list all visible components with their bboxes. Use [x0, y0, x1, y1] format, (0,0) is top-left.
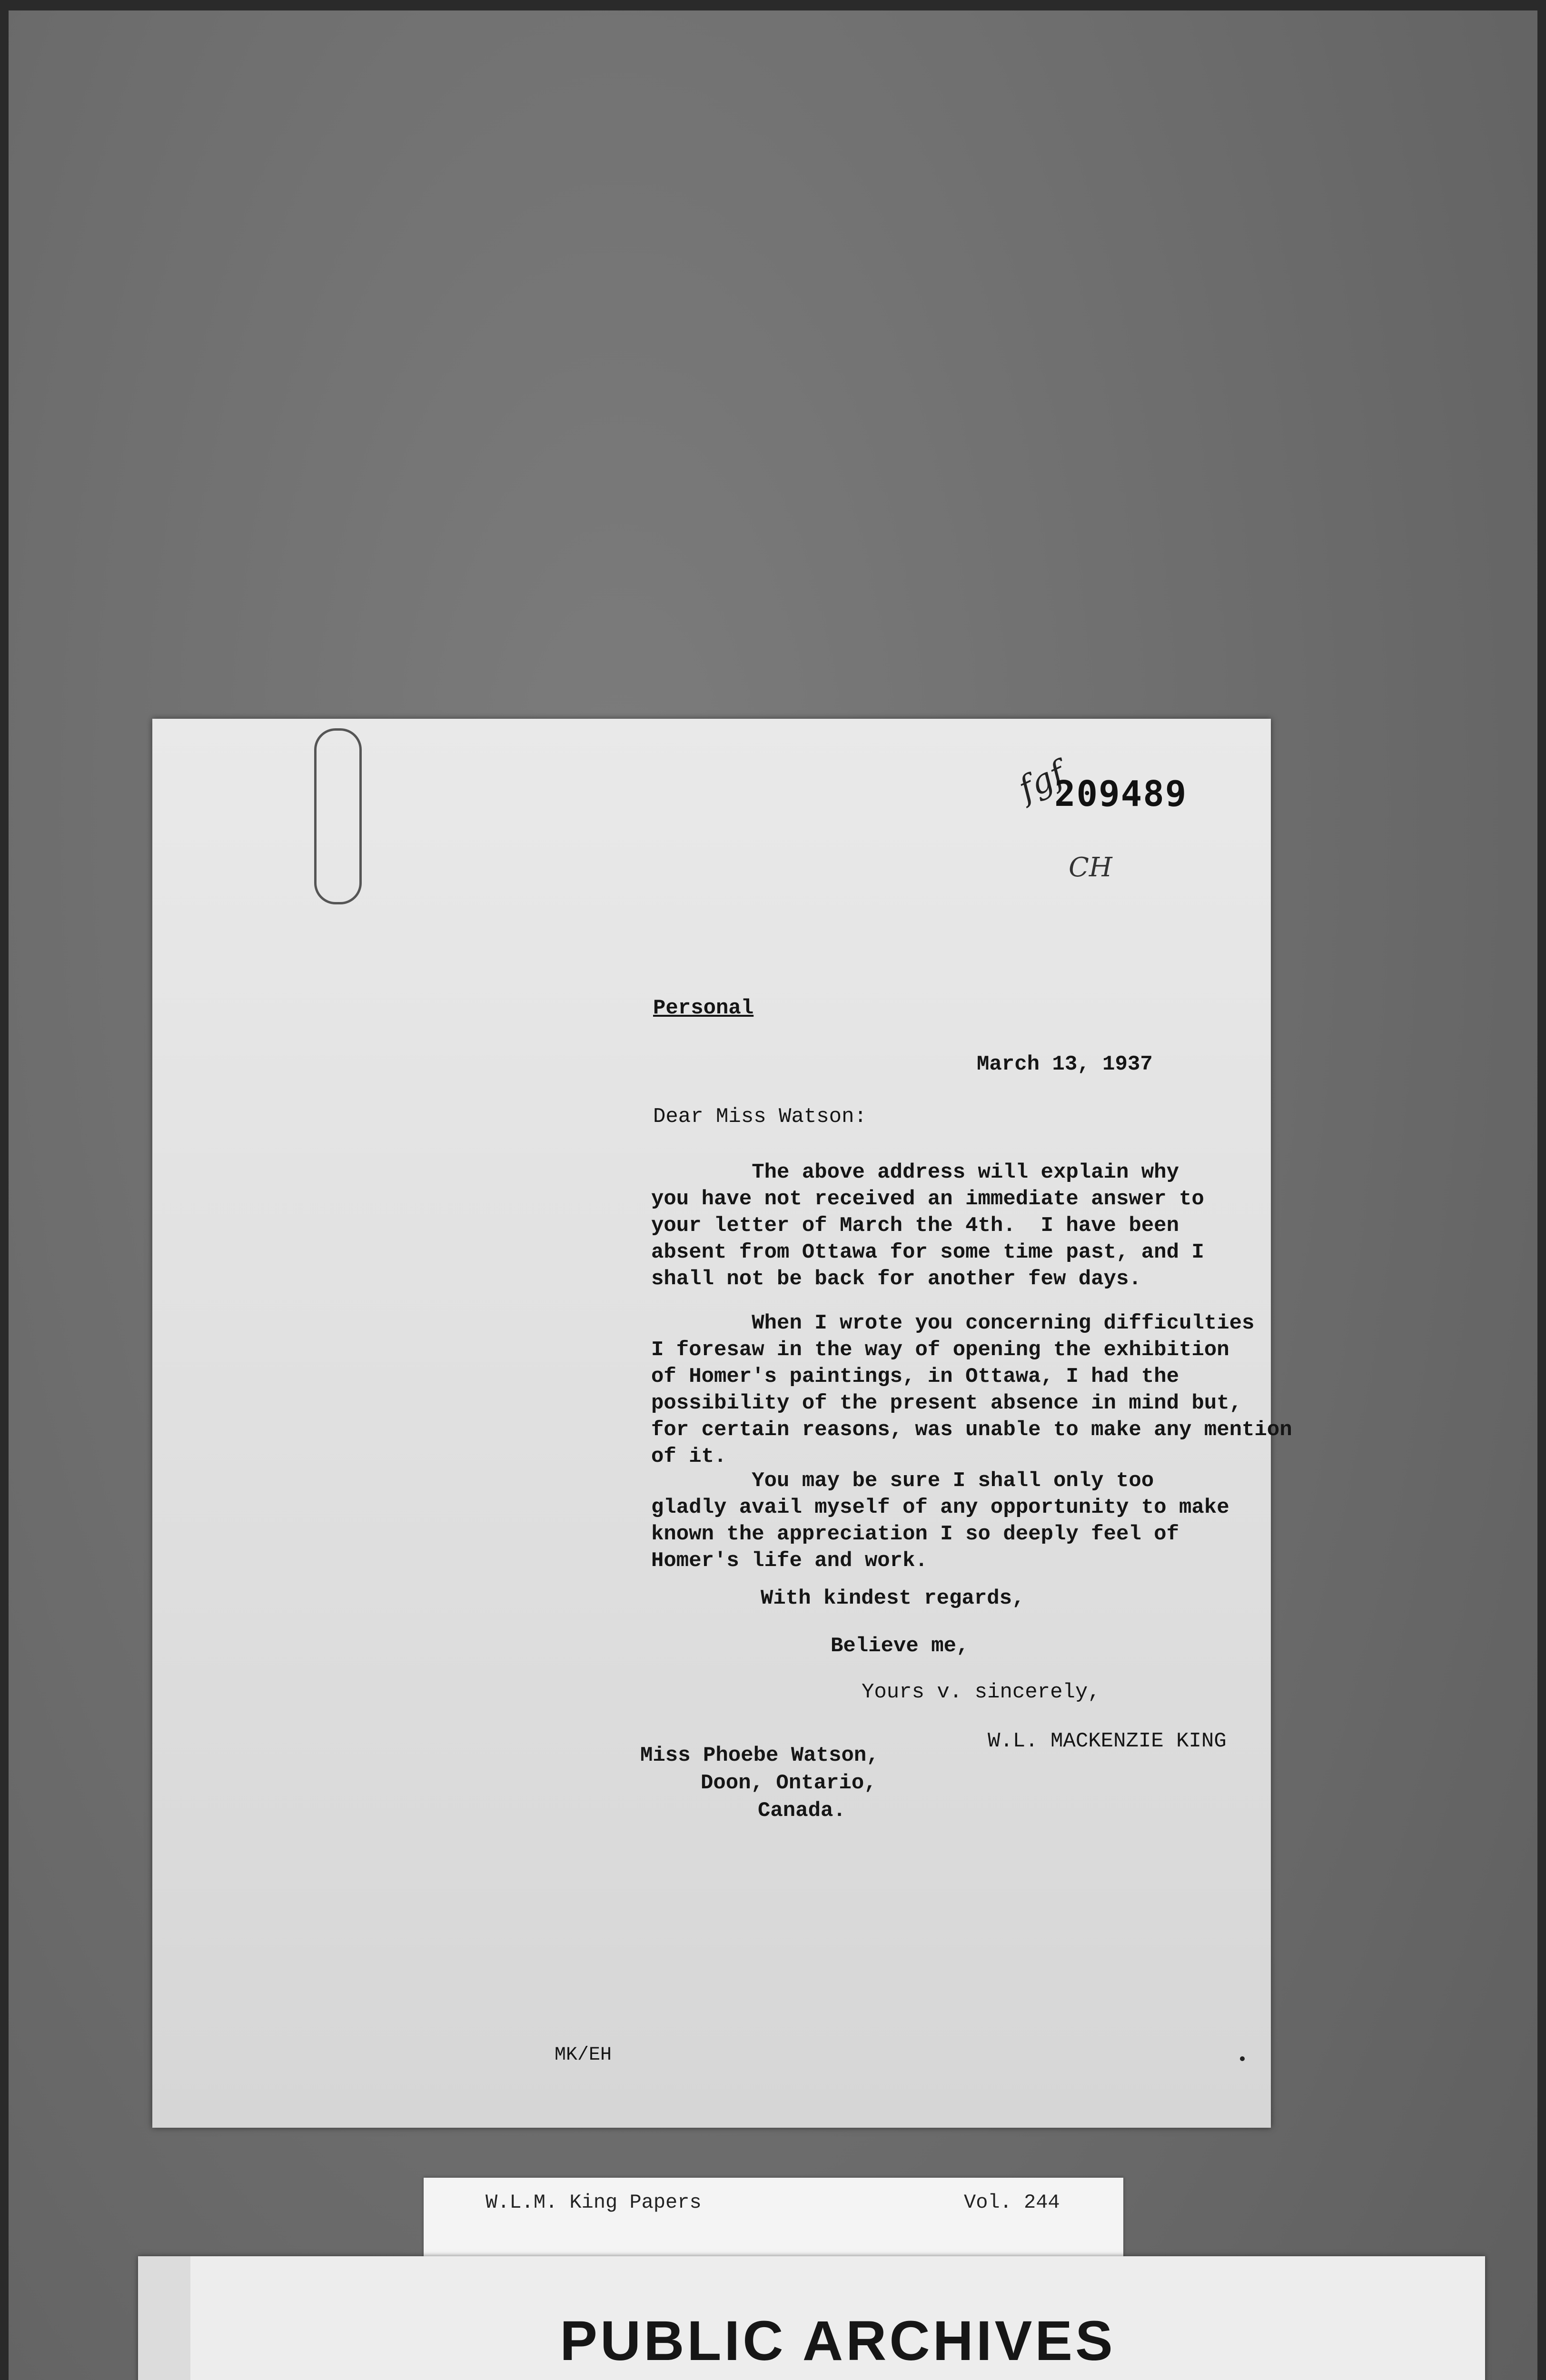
personal-heading: Personal — [653, 996, 754, 1020]
archives-line-english: PUBLIC ARCHIVES — [560, 2310, 1116, 2372]
closing-yours: Yours v. sincerely, — [862, 1680, 1100, 1704]
volume-number: Vol. 244 — [964, 2191, 1060, 2214]
letter-date: March 13, 1937 — [977, 1052, 1153, 1076]
collection-name: W.L.M. King Papers — [486, 2191, 702, 2214]
paragraph-2: When I wrote you concerning difficulties I foresaw in the way of opening the exhibition of Homer's paintings, in Ottawa, I had the possibility of the present absence in mind but, for certain reasons, was unable to make any mention of it. — [651, 1311, 1292, 1468]
paper-clip-mark — [314, 728, 362, 904]
handwritten-initials: fgf — [1012, 754, 1071, 809]
recipient-city: Doon, Ontario, — [701, 1771, 877, 1795]
paragraph-3: You may be sure I shall only too gladly avail myself of any opportunity to make known the appreciation I so deeply feel of Homer's life and work. — [651, 1469, 1229, 1573]
stamped-page-number: 209489 — [1054, 774, 1188, 814]
paragraph-1: The above address will explain why you have not received an immediate answer to your letter of March the 4th. I have been absent from Ottawa for some time past, and I shall not be back for another few days. — [651, 1160, 1204, 1291]
recipient-name: Miss Phoebe Watson, — [640, 1744, 879, 1767]
closing-regards: With kindest regards, — [761, 1587, 1025, 1610]
salutation: Dear Miss Watson: — [653, 1105, 867, 1129]
ink-dot — [1240, 2056, 1245, 2061]
index-label — [424, 2178, 1123, 2259]
closing-believe: Believe me, — [831, 1634, 969, 1658]
signature: W.L. MACKENZIE KING — [988, 1729, 1227, 1753]
handwritten-mark: CH — [1069, 852, 1112, 883]
typist-reference: MK/EH — [555, 2044, 612, 2066]
archives-card — [138, 2256, 1485, 2380]
recipient-country: Canada. — [758, 1799, 846, 1823]
